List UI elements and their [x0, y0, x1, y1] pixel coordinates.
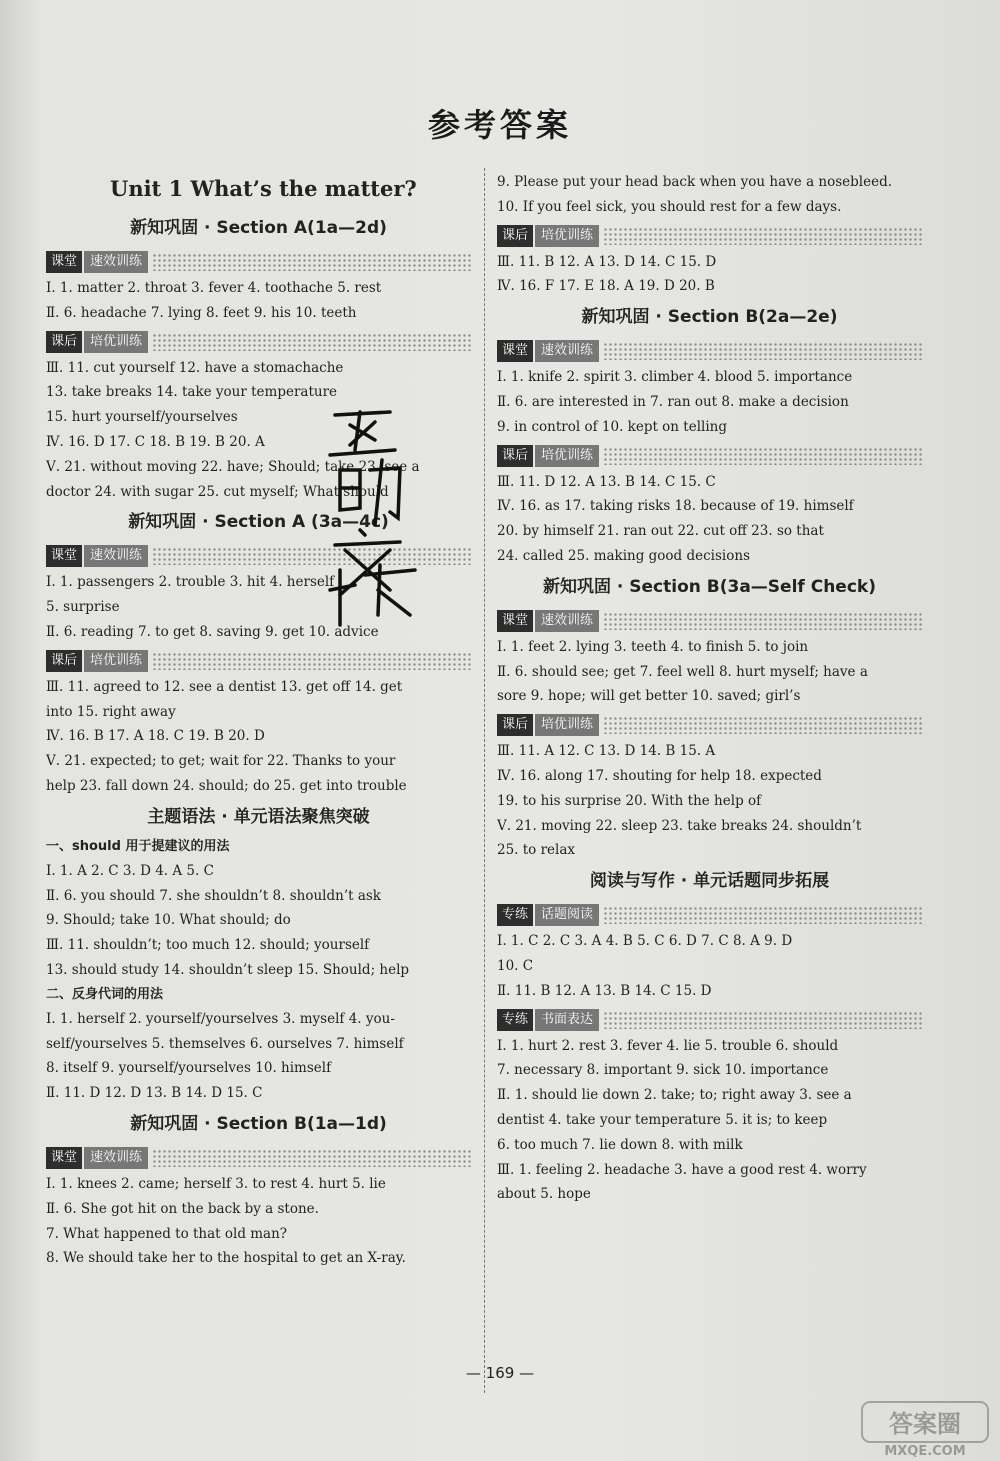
section-heading: 新知巩固 · Section B(3a—Self Check) — [542, 576, 876, 597]
answer-line: 9. in control of 10. kept on telling — [497, 418, 727, 435]
tag-dots-decoration — [152, 333, 471, 351]
answer-line: self/yourselves 5. themselves 6. ourselves 7. himself — [46, 1035, 404, 1052]
answer-line: Ⅱ. 1. should lie down 2. take; to; right away 3. see a — [497, 1087, 852, 1104]
section-heading: 主题语法 · 单元语法聚焦突破 — [147, 806, 370, 827]
exercise-tag — [497, 713, 922, 737]
answer-line: 10. If you feel sick, you should rest for a few days. — [497, 198, 842, 215]
svg-text:答案圈: 答案圈 — [889, 1410, 961, 1438]
tag-dots-decoration — [603, 227, 922, 245]
answer-line: 13. should study 14. shouldn’t sleep 15. Should; help — [46, 961, 410, 978]
answer-line: 19. to his surprise 20. With the help of — [497, 792, 762, 809]
tag-title: 速效训练 — [84, 1147, 148, 1169]
answer-line: 13. take breaks 14. take your temperature — [46, 384, 338, 401]
answer-line: 7. necessary 8. important 9. sick 10. importance — [497, 1062, 829, 1079]
exercise-tag — [46, 330, 471, 354]
handwritten-signature — [320, 400, 430, 630]
right-blocks — [497, 170, 922, 1207]
unit-heading: Unit 1 What’s the matter? — [110, 176, 417, 201]
tag-title: 话题阅读 — [535, 904, 599, 926]
answer-line: Ⅳ. 16. F 17. E 18. A 19. D 20. B — [497, 278, 715, 295]
answer-line: Ⅲ. 11. A 12. C 13. D 14. B 15. A — [497, 743, 716, 760]
svg-text:MXQE.COM: MXQE.COM — [884, 1444, 966, 1458]
page-title: 参考答案 — [427, 106, 572, 144]
tag-title: 速效训练 — [84, 251, 148, 273]
tag-label: 课堂 — [46, 545, 82, 567]
answer-line: Ⅳ. 16. B 17. A 18. C 19. B 20. D — [46, 728, 265, 745]
answer-line: 6. too much 7. lie down 8. with milk — [497, 1136, 743, 1153]
answer-line: Ⅲ. 11. cut yourself 12. have a stomachache — [46, 359, 344, 376]
tag-dots-decoration — [603, 716, 922, 734]
left-blocks — [46, 210, 471, 1271]
answer-line: help 23. fall down 24. should; do 25. get into trouble — [46, 777, 407, 794]
tag-label: 课堂 — [46, 251, 82, 273]
section-heading: 新知巩固 · Section B(1a—1d) — [130, 1113, 387, 1134]
page-number: — 169 — — [465, 1364, 535, 1382]
tag-label: 课堂 — [497, 340, 533, 362]
answer-line: 9. Please put your head back when you have a nosebleed. — [497, 174, 893, 190]
answer-line: Ⅲ. 1. feeling 2. headache 3. have a good rest 4. worry — [497, 1161, 867, 1178]
tag-label: 专练 — [497, 1009, 533, 1031]
answer-line: Ⅲ. 11. B 12. A 13. D 14. C 15. D — [497, 253, 717, 270]
answer-line: Ⅱ. 6. you should 7. she shouldn’t 8. shouldn’t ask — [46, 887, 381, 904]
answer-line: Ⅰ. 1. C 2. C 3. A 4. B 5. C 6. D 7. C 8. A 9. D — [497, 933, 793, 950]
tag-title: 书面表达 — [535, 1009, 599, 1031]
answer-line: about 5. hope — [497, 1186, 591, 1203]
answer-line: Ⅳ. 16. along 17. shouting for help 18. expected — [497, 767, 822, 784]
exercise-tag — [46, 250, 471, 274]
answer-line: Ⅳ. 16. as 17. taking risks 18. because of 19. himself — [497, 498, 854, 515]
answer-line: Ⅴ. 21. expected; to get; wait for 22. Thanks to your — [46, 753, 396, 770]
tag-dots-decoration — [152, 652, 471, 670]
tag-label: 课后 — [497, 445, 533, 467]
tag-label: 课后 — [46, 650, 82, 672]
tag-label: 课后 — [497, 714, 533, 736]
tag-dots-decoration — [603, 906, 922, 924]
tag-label: 课后 — [497, 225, 533, 247]
tag-title: 速效训练 — [84, 545, 148, 567]
tag-title: 培优训练 — [535, 714, 599, 736]
tag-dots-decoration — [603, 1011, 922, 1029]
answer-line: Ⅰ. 1. knife 2. spirit 3. climber 4. blood 5. importance — [497, 369, 853, 386]
answer-line: Ⅰ. 1. feet 2. lying 3. teeth 4. to finish 5. to join — [497, 638, 809, 655]
tag-dots-decoration — [152, 1149, 471, 1167]
answer-line: 9. Should; take 10. What should; do — [46, 912, 291, 929]
tag-title: 培优训练 — [84, 650, 148, 672]
answer-line: Ⅱ. 6. should see; get 7. feel well 8. hurt myself; have a — [497, 663, 868, 680]
answer-line: Ⅰ. 1. passengers 2. trouble 3. hit 4. herself — [46, 574, 335, 591]
answer-line: Ⅰ. 1. herself 2. yourself/yourselves 3. myself 4. you- — [46, 1010, 395, 1027]
tag-label: 课堂 — [497, 610, 533, 632]
exercise-tag — [497, 903, 922, 927]
tag-dots-decoration — [152, 253, 471, 271]
answer-line: 7. What happened to that old man? — [46, 1225, 288, 1242]
answer-line: Ⅳ. 16. D 17. C 18. B 19. B 20. A — [46, 433, 265, 450]
tag-dots-decoration — [603, 342, 922, 360]
answer-line: Ⅰ. 1. A 2. C 3. D 4. A 5. C — [46, 862, 214, 879]
answer-line: Ⅱ. 6. are interested in 7. ran out 8. make a decision — [497, 393, 849, 410]
left-column — [46, 170, 471, 1271]
exercise-tag — [46, 649, 471, 673]
tag-title: 培优训练 — [535, 225, 599, 247]
answer-line: Ⅴ. 21. without moving 22. have; Should; take 23. see a — [46, 458, 420, 475]
subsection-heading: 二、反身代词的用法 — [46, 986, 164, 1002]
answer-line: 15. hurt yourself/yourselves — [46, 409, 238, 426]
tag-label: 课后 — [46, 331, 82, 353]
section-heading: 新知巩固 · Section B(2a—2e) — [581, 307, 838, 328]
answer-line: Ⅱ. 6. headache 7. lying 8. feet 9. his 10. teeth — [46, 304, 357, 321]
tag-title: 培优训练 — [84, 331, 148, 353]
tag-dots-decoration — [603, 612, 922, 630]
answer-line: Ⅱ. 11. D 12. D 13. B 14. D 15. C — [46, 1085, 263, 1102]
answer-line: Ⅲ. 11. shouldn’t; too much 12. should; yourself — [46, 937, 370, 954]
tag-title: 速效训练 — [535, 610, 599, 632]
exercise-tag — [46, 1146, 471, 1170]
section-heading: 新知巩固 · Section A (3a—4c) — [128, 512, 389, 533]
right-column — [497, 170, 922, 1207]
answer-line: Ⅰ. 1. knees 2. came; herself 3. to rest 4. hurt 5. lie — [46, 1175, 386, 1192]
answer-line: 10. C — [497, 957, 534, 974]
answer-line: Ⅴ. 21. moving 22. sleep 23. take breaks 24. shouldn’t — [497, 817, 862, 834]
answer-line: 5. surprise — [46, 599, 120, 616]
answer-line: 24. called 25. making good decisions — [497, 547, 750, 564]
subsection-heading: 一、should 用于提建议的用法 — [46, 838, 230, 854]
answer-line: Ⅱ. 6. reading 7. to get 8. saving 9. get 10. advice — [46, 623, 379, 640]
tag-label: 课堂 — [46, 1147, 82, 1169]
answer-line: Ⅲ. 11. agreed to 12. see a dentist 13. get off 14. get — [46, 678, 403, 695]
section-heading: 新知巩固 · Section A(1a—2d) — [130, 218, 387, 238]
answer-line: Ⅰ. 1. hurt 2. rest 3. fever 4. lie 5. trouble 6. should — [497, 1037, 839, 1054]
tag-dots-decoration — [603, 447, 922, 465]
answer-line: 8. We should take her to the hospital to get an X-ray. — [46, 1250, 406, 1267]
answer-line: sore 9. hope; will get better 10. saved; girl’s — [497, 688, 801, 705]
answer-line: dentist 4. take your temperature 5. it is; to keep — [497, 1111, 828, 1128]
answer-line: 8. itself 9. yourself/yourselves 10. himself — [46, 1060, 332, 1077]
exercise-tag — [497, 444, 922, 468]
answer-line: 20. by himself 21. ran out 22. cut off 23. so that — [497, 523, 824, 540]
section-heading: 阅读与写作 · 单元话题同步拓展 — [589, 871, 830, 892]
answer-line: Ⅲ. 11. D 12. A 13. B 14. C 15. C — [497, 473, 716, 490]
answer-line: into 15. right away — [46, 703, 176, 720]
exercise-tag — [497, 339, 922, 363]
answer-line: Ⅰ. 1. matter 2. throat 3. fever 4. toothache 5. rest — [46, 280, 382, 296]
answer-line: Ⅱ. 11. B 12. A 13. B 14. C 15. D — [497, 982, 712, 999]
answer-line: Ⅱ. 6. She got hit on the back by a stone. — [46, 1200, 319, 1217]
column-divider — [484, 168, 485, 1393]
watermark-logo — [860, 1400, 990, 1458]
exercise-tag — [497, 224, 922, 248]
answer-line: doctor 24. with sugar 25. cut myself; What should — [46, 483, 389, 500]
answer-line: 25. to relax — [497, 842, 576, 859]
exercise-tag — [497, 609, 922, 633]
tag-title: 速效训练 — [535, 340, 599, 362]
tag-title: 培优训练 — [535, 445, 599, 467]
exercise-tag — [497, 1008, 922, 1032]
tag-label: 专练 — [497, 904, 533, 926]
